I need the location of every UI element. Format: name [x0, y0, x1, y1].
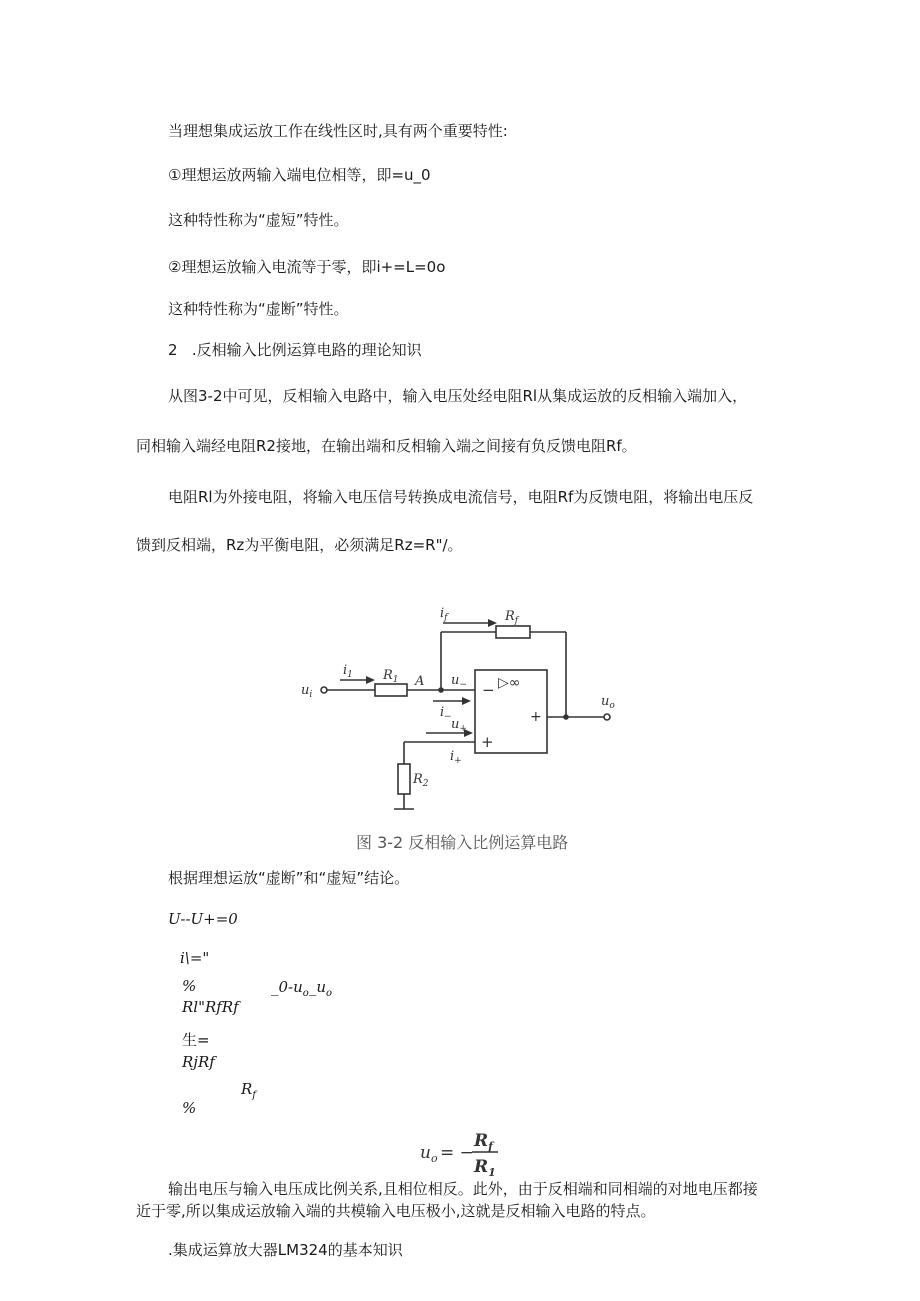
line-21: 近于零,所以集成运放输入端的共模输入电压极小,这就是反相输入电路的特点。	[136, 1202, 656, 1220]
opamp-output-plus: +	[530, 709, 542, 725]
gain-formula	[416, 1125, 526, 1180]
equation-fragment-3: Rl"RfRf	[182, 998, 239, 1016]
opamp-minus-sign: −	[482, 681, 495, 699]
equation-fragment-5: RjRf	[182, 1053, 215, 1071]
opamp-symbol: ▷∞	[498, 675, 521, 691]
label-r-1: $R_1$	[383, 668, 399, 685]
section-heading-2: 2 .反相输入比例运算电路的理论知识	[168, 341, 422, 359]
label-node-a: A	[415, 674, 425, 689]
figure-caption: 图 3-2 反相输入比例运算电路	[356, 833, 569, 852]
section-heading-lm324: .集成运算放大器LM324的基本知识	[168, 1241, 403, 1259]
line-9: 电阻Rl为外接电阻，将输入电压信号转换成电流信号，电阻Rf为反馈电阻，将输出电压反	[168, 488, 754, 506]
line-10: 馈到反相端，Rz为平衡电阻，必须满足Rz=R"/。	[136, 536, 463, 554]
equation-currents: i\="	[180, 949, 210, 967]
line-11: 根据理想运放“虚断”和“虚短”结论。	[168, 869, 410, 887]
equation-virtual-short: U--U+=0	[168, 910, 238, 928]
opamp-plus-sign: +	[481, 733, 494, 751]
label-u-plus: $u_+$	[451, 717, 467, 734]
line-1: 当理想集成运放工作在线性区时,具有两个重要特性:	[168, 122, 508, 140]
line-2: ①理想运放两输入端电位相等，即=u_0	[168, 166, 431, 184]
svg-text:= −: = −	[440, 1143, 474, 1163]
line-8: 同相输入端经电阻R2接地，在输出端和反相输入端之间接有负反馈电阻Rf。	[136, 437, 637, 455]
equation-fragment-1: %	[182, 977, 197, 995]
line-20: 输出电压与输入电压成比例关系,且相位相反。此外，由于反相端和同相端的对地电压都接	[168, 1180, 758, 1198]
equation-fragment-6: $R_f$	[241, 1080, 256, 1101]
line-3: 这种特性称为“虚短”特性。	[168, 211, 349, 229]
label-u-o: $u_o$	[601, 694, 615, 711]
equation-fragment-4: 生=	[182, 1031, 210, 1049]
equation-fragment-7: %	[182, 1099, 197, 1117]
line-5: 这种特性称为“虚断”特性。	[168, 300, 349, 318]
label-i-plus: $i_+$	[450, 749, 462, 766]
line-7: 从图3-2中可见，反相输入电路中，输入电压处经电阻Rl从集成运放的反相输入端加入，	[168, 387, 748, 405]
circuit-figure	[0, 590, 920, 860]
equation-fragment-2: $\_0-u_o\_u_o$	[271, 978, 333, 999]
label-u-minus: $u_-$	[451, 673, 467, 690]
svg-text:uo: $u_o$	[420, 1143, 438, 1165]
line-4: ②理想运放输入电流等于零，即i+=L=0o	[168, 258, 446, 276]
label-i-f: $i_f$	[440, 606, 448, 623]
label-u-i: $u_i$	[301, 683, 313, 700]
label-r-2: $R_2$	[413, 772, 429, 789]
label-i-1: $i_1$	[343, 663, 353, 680]
svg-text:R1: $R_1$	[474, 1157, 496, 1179]
label-r-f: $R_f$	[505, 609, 519, 626]
svg-text:Rf: $R_f$	[474, 1131, 493, 1153]
label-i-minus: $i_-$	[440, 705, 452, 722]
